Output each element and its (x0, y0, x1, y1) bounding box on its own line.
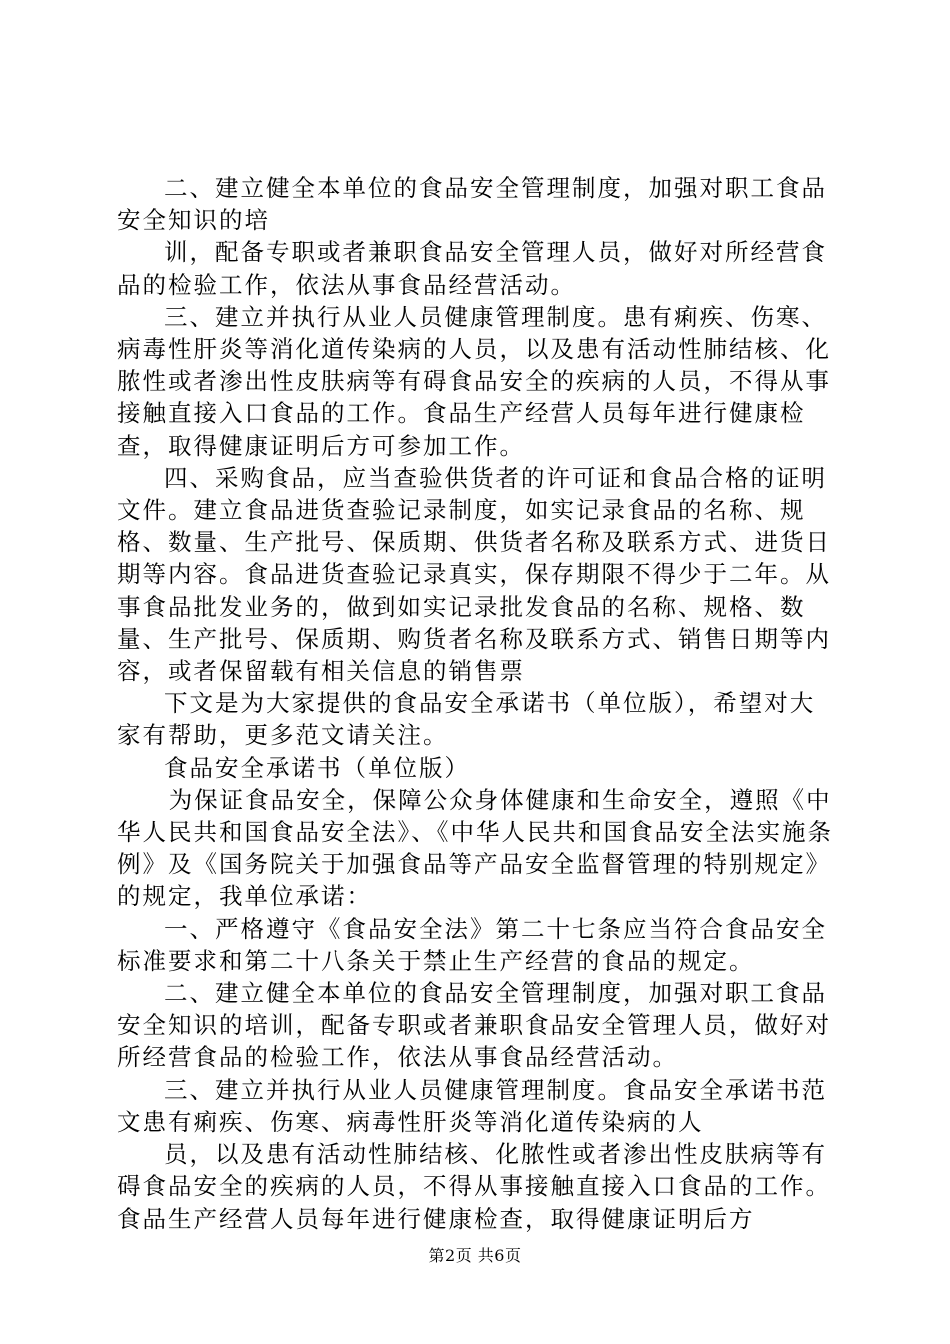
paragraph: 三、建立并执行从业人员健康管理制度。患有痢疾、伤寒、病毒性肝炎等消化道传染病的人员，以及患有活动性肺结核、化脓性或者渗出性皮肤病等有碍食品安全的疾病的人员，不得从事接触直接入口食品的工作。食品生产经营人员每年进行健康检查，取得健康证明后方可参加工作。 (117, 302, 831, 460)
document-body (117, 172, 837, 1235)
section-title: 食品安全承诺书（单位版） (164, 753, 470, 782)
page-number-footer: 第2页 共6页 (428, 1246, 522, 1265)
paragraph: 二、建立健全本单位的食品安全管理制度，加强对职工食品安全知识的培 (117, 174, 827, 235)
paragraph: 下文是为大家提供的食品安全承诺书（单位版），希望对大家有帮助，更多范文请关注。 (117, 689, 816, 750)
paragraph: 一、严格遵守《食品安全法》第二十七条应当符合食品安全标准要求和第二十八条关于禁止生产经营的食品的规定。 (117, 914, 827, 975)
paragraph: 为保证食品安全，保障公众身体健康和生命安全，遵照《中华人民共和国食品安全法》、《中华人民共和国食品安全法实施条例》及《国务院关于加强食品等产品安全监督管理的特别规定》的规定，我单位承诺： (117, 785, 833, 911)
paragraph: 训，配备专职或者兼职食品安全管理人员，做好对所经营食品的检验工作，依法从事食品经营活动。 (117, 238, 827, 299)
paragraph: 员，以及患有活动性肺结核、化脓性或者渗出性皮肤病等有碍食品安全的疾病的人员，不得从事接触直接入口食品的工作。食品生产经营人员每年进行健康检查，取得健康证明后方 (117, 1140, 831, 1233)
paragraph: 四、采购食品，应当查验供货者的许可证和食品合格的证明文件。建立食品进货查验记录制度，如实记录食品的名称、规格、数量、生产批号、保质期、供货者名称及联系方式、进货日期等内容。食品进货查验记录真实，保存期限不得少于二年。从事食品批发业务的，做到如实记录批发食品的名称、规格、数量、生产批号、保质期、购货者名称及联系方式、销售日期等内容，或者保留载有相关信息的销售票 (117, 463, 831, 686)
paragraph: 三、建立并执行从业人员健康管理制度。食品安全承诺书范文患有痢疾、伤寒、病毒性肝炎等消化道传染病的人 (117, 1075, 827, 1136)
paragraph: 二、建立健全本单位的食品安全管理制度，加强对职工食品安全知识的培训，配备专职或者兼职食品安全管理人员，做好对所经营食品的检验工作，依法从事食品经营活动。 (117, 979, 831, 1072)
